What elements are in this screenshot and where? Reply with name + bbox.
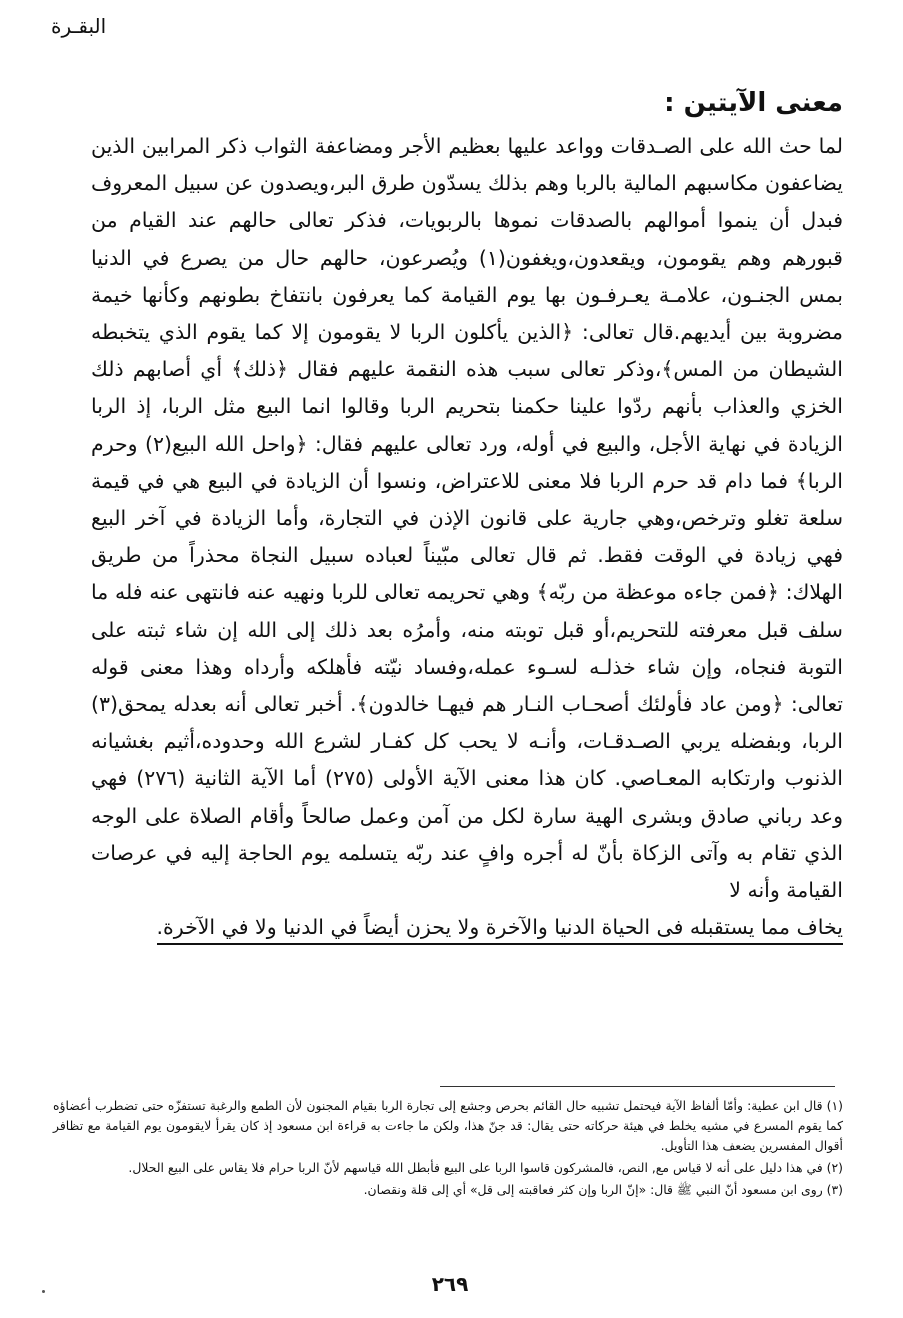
section-title: معنى الآيتين : (664, 88, 843, 118)
footnotes (53, 1096, 843, 1202)
body-last-line: يخاف مما يستقبله فى الحياة الدنيا والآخرة ولا يحزن أيضاً في الدنيا ولا في الآخرة. (157, 915, 844, 945)
footnote-3: (٣) روى ابن مسعود أنّ النبي ﷺ قال: «إنّ الربا وإن كثر فعاقبته إلى قل» أي إلى قلة ونقصان. (363, 1182, 843, 1197)
running-head: البقـرة (51, 14, 107, 38)
margin-dot (42, 1290, 45, 1293)
page-number: ٢٦٩ (431, 1272, 469, 1296)
footnote-1: (١) قال ابن عطية: وأمّا ألفاظ الآية فيحتمل تشبيه حال القائم بحرص وجشع إلى تجارة الربا بقيام المجنون لأن الطمع والرغبة تستفزّه حتى تضطرب أعضاؤه كما يقوم المسرع في مشيه يخلط في هيئة حركاته حتى يقال: قد جنّ هذا، ولكن ما جاءت به قراءة ابن مسعود إذ كان يقرأ لايقومون يوم القيامة مع تظافر أقوال المفسرين يضعف هذا التأويل. (53, 1098, 843, 1153)
footnote-2: (٢) في هذا دليل على أنه لا قياس مع, النص، فالمشركون قاسوا الربا على البيع فأبطل الله قياسهم لأنّ الربا حرام فلا يقاس على البيع الحلال. (128, 1160, 843, 1175)
body-paragraph: لما حث الله على الصـدقات وواعد عليها بعظيم الأجر ومضاعفة الثواب ذكر المرابين الذين يضاعفون مكاسبهم المالية بالربا وهم بذلك يسدّون طرق البر،ويصدون عن سبيل المعروف فبدل أن ينموا أموالهم بالصدقات نموها بالربويات، فذكر تعالى حالهم عند القيام من قبورهم وهم يقومون، ويقعدون،ويغفون(١) ويُصرعون، حالهم حال من يصرع في الدنيا بمس الجنـون، علامـة يعـرفـون بها يوم القيامة كما يعرفون بانتفاخ بطونهم وكأنها خيمة مضروبة بين أيديهم.قال تعالى: ﴿الذين يأكلون الربا لا يقومون إلا كما يقوم الذي يتخبطه الشيطان من المس﴾،وذكر تعالى سبب هذه النقمة عليهم فقال ﴿ذلك﴾ أي أصابهم ذلك الخزي والعذاب بأنهم ردّوا علينا حكمنا بتحريم الربا وقالوا انما البيع مثل الربا، إذ الربا الزيادة في نهاية الأجل، والبيع في أوله، ورد تعالى عليهم فقال: ﴿واحل الله البيع(٢) وحرم الربا﴾ فما دام قد حرم الربا فلا معنى للاعتراض، ونسوا أن الزيادة في البيع هي في قيمة سلعة تغلو وترخص،وهي جارية على قانون الإذن في التجارة، وأما الزيادة في آخر البيع فهي زيادة في الوقت فقط. ثم قال تعالى مبّيناً لعباده سبيل النجاة محذراً من طريق الهلاك: ﴿فمن جاءه موعظة من ربّه﴾ وهي تحريمه تعالى للربا ونهيه عنه فانتهى عنه فله ما سلف قبل معرفته للتحريم،أو قبل توبته منه، وأمرُه بعد ذلك إلى الله إن شاء ثبته على التوبة فنجاه، وإن شاء خذلـه لسـوء عمله،وفساد نيّته فأهلكه وأرداه وهذا معنى قوله تعالى: ﴿ومن عاد فأولئك أصحـاب النـار هم فيهـا خالدون﴾. أخبر تعالى أنه بعدله يمحق(٣) الربا، وبفضله يربي الصـدقـات، وأنـه لا يحب كل كفـار لشرع الله وحدوده،أثيم بغشيانه الذنوب وارتكابه المعـاصي. كان هذا معنى الآية الأولى (٢٧٥) أما الآية الثانية (٢٧٦) فهي وعد رباني صادق وبشرى الهية سارة لكل من آمن وعمل صالحاً وأقام الصلاة على الوجه الذي تقام به وآتى الزكاة بأنّ له أجره وافٍ عند ربّه يتسلمه يوم الحاجة إليه في عرصات القيامة وأنه لا (91, 134, 844, 903)
body-text (91, 128, 843, 946)
footnote-divider (440, 1086, 835, 1087)
body-last-line-wrapper (91, 909, 843, 946)
